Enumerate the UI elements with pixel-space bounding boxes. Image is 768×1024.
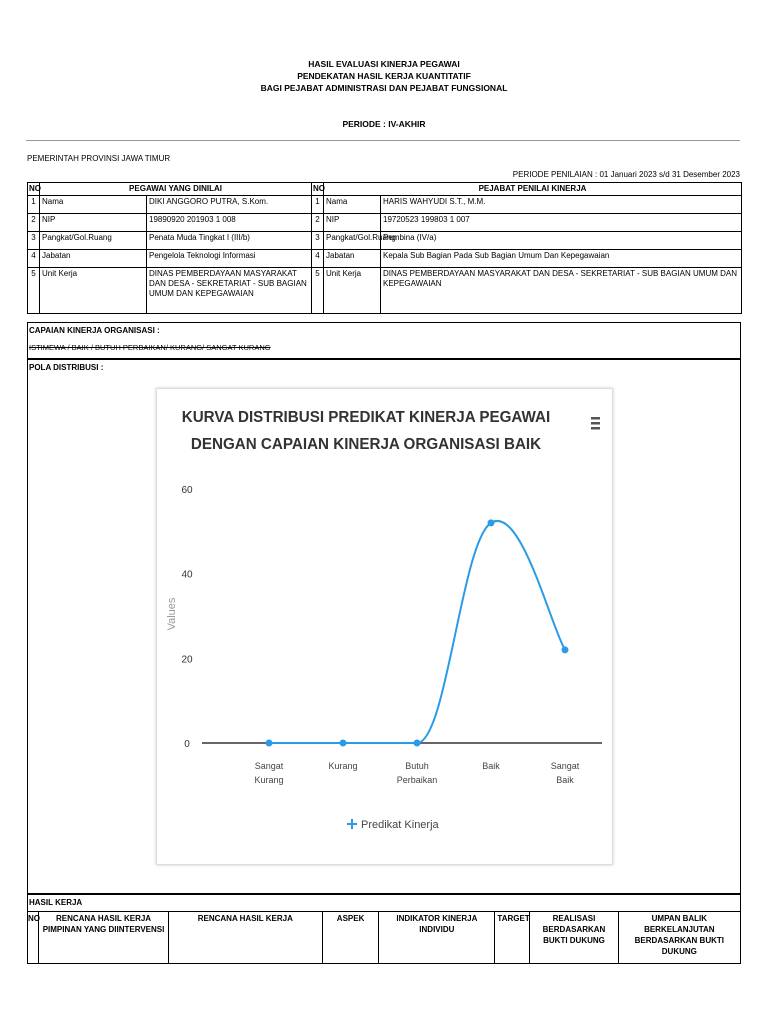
document-header — [0, 58, 768, 94]
x-tick-label: Sangat — [254, 761, 284, 771]
series-points — [266, 519, 569, 746]
hk-col-target: TARGET — [495, 912, 530, 964]
row-label-right: Unit Kerja — [324, 268, 381, 314]
row-label-right: Pangkat/Gol.Ruang — [324, 232, 381, 250]
instansi-label: PEMERINTAH PROVINSI JAWA TIMUR — [27, 154, 171, 163]
row-no: 5 — [28, 268, 40, 314]
chart-svg — [157, 389, 612, 864]
distribution-chart — [156, 388, 613, 865]
row-no-right: 3 — [312, 232, 324, 250]
table-row — [28, 196, 742, 214]
row-label-right: NIP — [324, 214, 381, 232]
hasil-kerja-label: HASIL KERJA — [29, 898, 83, 907]
x-tick-label: Kurang — [328, 761, 358, 771]
row-left-value: DINAS PEMBERDAYAAN MASYARAKAT DAN DESA - SEKRETARIAT - SUB BAGIAN UMUM DAN KEPEGAWAIAN — [147, 268, 312, 314]
right-header: PEJABAT PENILAI KINERJA — [324, 183, 742, 196]
legend[interactable] — [347, 819, 440, 831]
data-point — [562, 646, 569, 653]
chart-title: KURVA DISTRIBUSI PREDIKAT KINERJA PEGAWAI — [181, 408, 551, 427]
row-no-right: 1 — [312, 196, 324, 214]
pegawai-table — [27, 182, 742, 314]
col-no-left: NO — [28, 183, 40, 196]
pegawai-table-header — [28, 183, 742, 196]
x-tick-label: Perbaikan — [396, 775, 438, 785]
y-tick-label: 60 — [181, 485, 193, 496]
row-no-right: 2 — [312, 214, 324, 232]
row-label: Nama — [40, 196, 147, 214]
periode-title: PERIODE : IV-AKHIR — [342, 119, 426, 129]
hk-col-no: NO — [28, 912, 39, 964]
header-line-1: HASIL EVALUASI KINERJA PEGAWAI — [308, 59, 460, 69]
hasil-kerja-header — [28, 912, 741, 964]
x-tick-label: Baik — [556, 775, 574, 785]
hamburger-menu-icon[interactable] — [591, 417, 600, 430]
table-row — [28, 268, 742, 314]
row-right-value: 19720523 199803 1 007 — [381, 214, 742, 232]
hk-col-rencana: RENCANA HASIL KERJA — [168, 912, 322, 964]
row-no-right: 5 — [312, 268, 324, 314]
table-row — [28, 232, 742, 250]
header-line-2: PENDEKATAN HASIL KERJA KUANTITATIF — [297, 71, 471, 81]
x-ticks — [254, 761, 579, 785]
row-left-value: Pengelola Teknologi Informasi — [147, 250, 312, 268]
data-point — [340, 740, 347, 747]
capaian-label: CAPAIAN KINERJA ORGANISASI : — [29, 326, 160, 335]
row-right-value: DINAS PEMBERDAYAAN MASYARAKAT DAN DESA - SEKRETARIAT - SUB BAGIAN UMUM DAN KEPEGAWAIAN — [381, 268, 742, 314]
hasil-kerja-table — [27, 911, 741, 964]
row-label-right: Jabatan — [324, 250, 381, 268]
row-label: NIP — [40, 214, 147, 232]
x-tick-label: Kurang — [254, 775, 284, 785]
legend-label: Predikat Kinerja — [361, 819, 439, 831]
y-tick-label: 40 — [181, 569, 193, 581]
legend-marker-icon — [347, 819, 357, 829]
capaian-options: ISTIMEWA / BAIK / BUTUH PERBAIKAN/ KURANG/ SANGAT KURANG — [29, 343, 271, 352]
table-row — [28, 214, 742, 232]
hk-col-realisasi: REALISASI BERDASARKAN BUKTI DUKUNG — [530, 912, 618, 964]
row-no: 2 — [28, 214, 40, 232]
row-right-value: Pembina (IV/a) — [381, 232, 742, 250]
row-left-value: Penata Muda Tingkat I (III/b) — [147, 232, 312, 250]
header-divider — [26, 140, 740, 141]
hk-col-rencana-pimpinan: RENCANA HASIL KERJA PIMPINAN YANG DIINTERVENSI — [39, 912, 168, 964]
x-tick-label: Baik — [482, 761, 500, 771]
row-left-value: DIKI ANGGORO PUTRA, S.Kom. — [147, 196, 312, 214]
row-no-right: 4 — [312, 250, 324, 268]
x-tick-label: Sangat — [550, 761, 580, 771]
periode-penilaian: PERIODE PENILAIAN : 01 Januari 2023 s/d 31 Desember 2023 — [512, 170, 740, 179]
col-no-right: NO — [312, 183, 324, 196]
row-no: 4 — [28, 250, 40, 268]
row-label: Pangkat/Gol.Ruang — [40, 232, 147, 250]
y-ticks — [181, 485, 193, 750]
y-tick-label: 0 — [184, 739, 190, 750]
row-right-value: Kepala Sub Bagian Pada Sub Bagian Umum Dan Kepegawaian — [381, 250, 742, 268]
x-tick-label: Butuh — [405, 761, 429, 771]
row-label: Jabatan — [40, 250, 147, 268]
data-point — [488, 519, 495, 526]
table-row — [28, 250, 742, 268]
row-label-right: Nama — [324, 196, 381, 214]
y-tick-label: 20 — [181, 654, 193, 666]
y-axis-label: Values — [166, 597, 178, 631]
row-right-value: HARIS WAHYUDI S.T., M.M. — [381, 196, 742, 214]
hk-col-umpan-balik: UMPAN BALIK BERKELANJUTAN BERDASARKAN BUKTI DUKUNG — [618, 912, 740, 964]
row-no: 3 — [28, 232, 40, 250]
series-line — [269, 521, 565, 743]
header-line-3: BAGI PEJABAT ADMINISTRASI DAN PEJABAT FUNGSIONAL — [260, 83, 508, 93]
row-no: 1 — [28, 196, 40, 214]
pola-label: POLA DISTRIBUSI : — [29, 363, 104, 372]
data-point — [414, 740, 421, 747]
hasil-kerja-label-box — [27, 894, 741, 912]
left-header: PEGAWAI YANG DINILAI — [40, 183, 312, 196]
data-point — [266, 740, 273, 747]
row-left-value: 19890920 201903 1 008 — [147, 214, 312, 232]
hk-col-aspek: ASPEK — [322, 912, 379, 964]
hk-col-indikator: INDIKATOR KINERJA INDIVIDU — [379, 912, 495, 964]
row-label: Unit Kerja — [40, 268, 147, 314]
chart-subtitle: DENGAN CAPAIAN KINERJA ORGANISASI BAIK — [190, 435, 542, 454]
